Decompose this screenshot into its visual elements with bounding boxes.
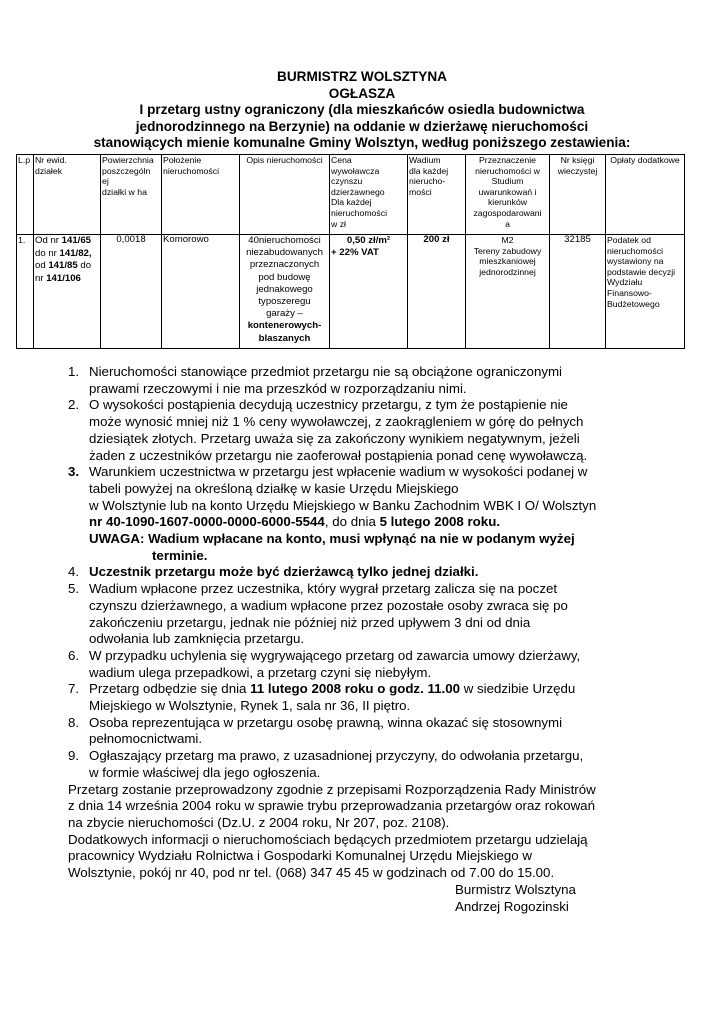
- auction-date: 11 lutego 2008 roku o godz. 11.00: [250, 681, 461, 697]
- header-line-3: I przetarg ustny ograniczony (dla mieszkańców osiedla budownictwa: [139, 102, 585, 117]
- cell-parcel-number: Od nr 141/65 do nr 141/82, od 141/85 do nr 141/106: [34, 235, 101, 349]
- cell-area: 0,0018: [101, 235, 162, 349]
- cell-land-register: 32185: [550, 235, 606, 349]
- header-parcel-number: Nr ewid. działek: [34, 155, 101, 235]
- cell-location: Komorowo: [162, 235, 240, 349]
- conditions-list: [68, 364, 688, 915]
- cell-description: 40nieruchomości niezabudowanych przeznaczonych pod budowę jednakowego typoszeregu garaży – kontenerowych- blaszanych: [240, 235, 330, 349]
- cell-lp: 1.: [17, 235, 34, 349]
- header-title: BURMISTRZ WOLSZTYNA: [277, 69, 447, 84]
- header-land-register: Nr księgi wieczystej: [550, 155, 606, 235]
- property-table: [16, 154, 685, 349]
- condition-item-7: 7. Przetarg odbędzie się dnia 11 lutego 2008 roku o godz. 11.00 w siedzibie Urzędu Miejskiego w Wolsztynie, Rynek 1, sala nr 36, II piętro.: [68, 681, 576, 714]
- condition-item-6: 6. W przypadku uchylenia się wygrywającego przetarg od zawarcia umowy dzierżawy, wadium ulega przepadkowi, a przetarg czyni się niebyłym.: [68, 647, 581, 680]
- legal-basis-paragraph: Przetarg zostanie przeprowadzony zgodnie z przepisami Rozporządzenia Rady Ministrów z dnia 14 września 2004 roku w sprawie trybu przeprowadzania przetargów oraz rokowań na zbycie nieruchomości (Dz.U. z 2004 roku, Nr 207, poz. 2108).: [68, 781, 596, 830]
- deposit-warning: UWAGA: Wadium wpłacane na konto, musi wpłynąć na nie w podanym wyżej: [89, 531, 575, 547]
- bank-account-number: nr 40-1090-1607-0000-0000-6000-5544: [89, 514, 325, 530]
- condition-item-5: 5. Wadium wpłacone przez uczestnika, który wygrał przetarg zalicza się na poczet czynszu dzierżawnego, a wadium wpłacone przez pozostałe osoby zwraca się po zakończeniu przetargu, jednak nie później niż przed upływem 3 dni od dnia odwołania lub zamknięcia przetargu.: [68, 581, 568, 647]
- condition-item-2: 2. O wysokości postąpienia decydują uczestnicy przetargu, z tym że postąpienie nie może wynosić mniej niż 1 % ceny wywoławczej, z zaokrągleniem w górę do pełnych dziesiątek złotych. Przetarg uważa się za zakończony wynikiem negatywnym, jeżeli żaden z uczestników przetargu nie zaoferował postąpienia ponad cenę wywoławczą.: [68, 397, 588, 463]
- header-line-4: jednorodzinnego na Berzynie) na oddanie w dzierżawę nieruchomości: [135, 118, 589, 134]
- header-lp: L.p: [17, 155, 34, 235]
- cell-designation: M2 Tereny zabudowy mieszkaniowej jednorodzinnej: [466, 235, 550, 349]
- condition-item-3: 3. Warunkiem uczestnictwa w przetargu jest wpłacenie wadium w wysokości podanej w tabeli powyżej na określoną działkę w kasie Urzędu Miejskiego w Wolsztynie lub na konto Urzędu Miejskiego w Banku Zachodnim WBK I O/ Wolsztyn nr 40-1090-1607-0000-0000-6000-5544, do dnia 5 lutego 2008 roku.: [68, 464, 597, 530]
- header-designation: Przeznaczenie nieruchomości w Studium uwarunkowań i kierunków zagospodarowani a: [466, 155, 550, 235]
- condition-item-9: 9. Ogłaszający przetarg ma prawo, z uzasadnionej przyczyny, do odwołania przetargu, w formie właściwej dla jego ogłoszenia.: [68, 748, 584, 780]
- header-area: Powierzchnia poszczególn ej działki w ha: [101, 155, 162, 235]
- cell-additional-fees: Podatek od nieruchomości wystawiony na podstawie decyzji Wydziału Finansowo- Budżetowego: [606, 235, 685, 349]
- contact-info-paragraph: Dodatkowych informacji o nieruchomościach będących przedmiotem przetargu udzielają pracownicy Wydziału Rolnictwa i Gospodarki Komunalnej Urzędu Miejskiego w Wolsztynie, pokój nr 40, pod nr tel. (068) 347 45 45 w godzinach od 7.00 do 15.00.: [68, 831, 588, 881]
- header-starting-price: Cena wywoławcza czynszu dzierżawnego Dla każdej nieruchomości w zł: [330, 155, 408, 235]
- signature-name: Andrzej Rogozinski: [455, 898, 569, 914]
- header-deposit: Wadium dla każdej nierucho- mości: [408, 155, 466, 235]
- deposit-deadline: 5 lutego 2008 roku.: [379, 514, 501, 530]
- condition-item-8: 8. Osoba reprezentująca w przetargu osobę prawną, winna okazać się stosownymi pełnomocnictwami.: [68, 714, 563, 747]
- cell-deposit: 200 zł: [408, 235, 466, 349]
- signature-title: Burmistrz Wolsztyna: [455, 881, 576, 897]
- header-additional-fees: Opłaty dodatkowe: [606, 155, 685, 235]
- condition-item-1: 1. Nieruchomości stanowiące przedmiot przetargu nie są obciążone ograniczonymi prawami rzeczowymi i nie ma przeszkód w rozporządzaniu nimi.: [68, 364, 563, 396]
- table-row: [17, 235, 685, 349]
- cell-starting-price: 0,50 zł/m² + 22% VAT: [330, 235, 408, 349]
- deposit-warning-cont: terminie.: [152, 547, 208, 563]
- header-line-5: stanowiących mienie komunalne Gminy Wolsztyn, według poniższego zestawienia:: [93, 135, 631, 150]
- condition-item-4: 4. Uczestnik przetargu może być dzierżawcą tylko jednej działki.: [68, 564, 479, 580]
- header-location: Położenie nieruchomości: [162, 155, 240, 235]
- announcement-header: [0, 69, 724, 152]
- table-header-row: [17, 155, 685, 235]
- header-announces: OGŁASZA: [328, 85, 396, 101]
- header-description: Opis nieruchomości: [240, 155, 330, 235]
